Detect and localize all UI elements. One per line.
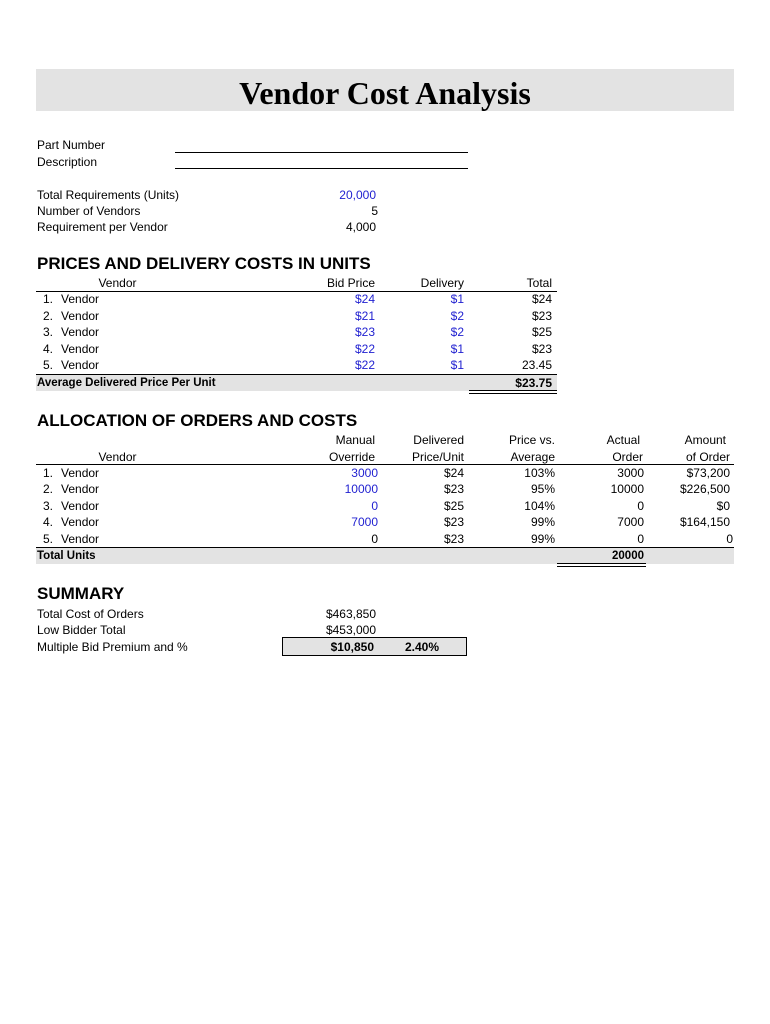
alloc-row-pct: 104% xyxy=(524,499,555,513)
prices-section-heading: PRICES AND DELIVERY COSTS IN UNITS xyxy=(37,254,371,273)
prices-row-delivery[interactable]: $1 xyxy=(450,292,464,306)
alloc-header-average: Average xyxy=(510,450,555,464)
alloc-row-actual: 3000 xyxy=(617,466,644,480)
allocation-section-heading: ALLOCATION OF ORDERS AND COSTS xyxy=(37,411,358,430)
prices-row-bid[interactable]: $23 xyxy=(354,325,375,339)
alloc-row-vendor: Vendor xyxy=(61,482,100,496)
alloc-row-actual: 0 xyxy=(637,499,644,513)
description-label: Description xyxy=(37,155,98,169)
alloc-row-price: $25 xyxy=(443,499,464,513)
alloc-header-vendor: Vendor xyxy=(98,450,137,464)
prices-row-bid[interactable]: $22 xyxy=(354,358,375,372)
alloc-row-pct: 95% xyxy=(530,482,555,496)
total-units-double-rule xyxy=(557,563,646,567)
prices-row-delivery[interactable]: $1 xyxy=(450,342,464,356)
alloc-row-override[interactable]: 10000 xyxy=(344,482,378,496)
alloc-row-vendor: Vendor xyxy=(61,532,100,546)
alloc-row-override[interactable]: 0 xyxy=(371,532,378,546)
prices-row-total: $24 xyxy=(531,292,552,306)
premium-percent: 2.40% xyxy=(405,640,440,654)
prices-row-num: 5. xyxy=(43,358,54,372)
part-number-field[interactable] xyxy=(175,152,468,153)
total-cost-label: Total Cost of Orders xyxy=(37,607,144,621)
alloc-row-pct: 103% xyxy=(524,466,555,480)
alloc-row-num: 2. xyxy=(43,482,54,496)
alloc-row-amount: $164,150 xyxy=(679,515,730,529)
alloc-row-num: 5. xyxy=(43,532,54,546)
alloc-header-price-unit: Price/Unit xyxy=(411,450,464,464)
prices-row-vendor: Vendor xyxy=(61,292,100,306)
total-units-label: Total Units xyxy=(37,550,96,562)
page-title: Vendor Cost Analysis xyxy=(239,75,531,111)
alloc-row-amount: $226,500 xyxy=(679,482,730,496)
prices-row-num: 4. xyxy=(43,342,54,356)
premium-label: Multiple Bid Premium and % xyxy=(37,640,188,654)
alloc-row-vendor: Vendor xyxy=(61,499,100,513)
alloc-row-num: 1. xyxy=(43,466,54,480)
premium-value: $10,850 xyxy=(330,640,374,654)
description-field[interactable] xyxy=(175,168,468,169)
prices-row-num: 3. xyxy=(43,325,54,339)
prices-row-delivery[interactable]: $1 xyxy=(450,358,464,372)
average-price-label: Average Delivered Price Per Unit xyxy=(37,377,216,389)
prices-row-vendor: Vendor xyxy=(61,342,100,356)
alloc-row-vendor: Vendor xyxy=(61,515,100,529)
total-cost-value: $463,850 xyxy=(325,607,376,621)
alloc-row-num: 3. xyxy=(43,499,54,513)
total-requirements-label: Total Requirements (Units) xyxy=(37,188,180,202)
alloc-header-of-order: of Order xyxy=(685,450,730,464)
alloc-row-price: $23 xyxy=(443,532,464,546)
alloc-row-actual: 7000 xyxy=(617,515,644,529)
alloc-row-amount: 0 xyxy=(726,532,733,546)
alloc-row-price: $23 xyxy=(443,482,464,496)
prices-row-delivery[interactable]: $2 xyxy=(450,309,464,323)
alloc-row-actual: 0 xyxy=(637,532,644,546)
number-of-vendors-value: 5 xyxy=(371,204,378,218)
prices-header-total: Total xyxy=(526,276,552,290)
part-number-label: Part Number xyxy=(37,138,106,152)
prices-row-total: 23.45 xyxy=(521,358,552,372)
prices-row-delivery[interactable]: $2 xyxy=(450,325,464,339)
average-price-double-rule xyxy=(469,390,557,394)
total-requirements-value[interactable]: 20,000 xyxy=(339,188,376,202)
requirement-per-vendor-value: 4,000 xyxy=(345,220,376,234)
alloc-header-rule xyxy=(36,464,734,465)
alloc-header-amount: Amount xyxy=(684,433,726,447)
average-price-value: $23.75 xyxy=(515,376,552,390)
alloc-row-price: $24 xyxy=(443,466,464,480)
prices-row-bid[interactable]: $21 xyxy=(354,309,375,323)
alloc-header-override: Override xyxy=(328,450,375,464)
alloc-row-override[interactable]: 0 xyxy=(371,499,378,513)
alloc-row-override[interactable]: 3000 xyxy=(351,466,378,480)
alloc-row-pct: 99% xyxy=(530,532,555,546)
alloc-header-order: Order xyxy=(612,450,643,464)
prices-row-total: $23 xyxy=(531,309,552,323)
prices-row-num: 2. xyxy=(43,309,54,323)
alloc-header-actual: Actual xyxy=(606,433,640,447)
prices-row-num: 1. xyxy=(43,292,54,306)
prices-row-total: $25 xyxy=(531,325,552,339)
alloc-header-manual: Manual xyxy=(335,433,375,447)
low-bidder-label: Low Bidder Total xyxy=(37,623,126,637)
prices-header-bid: Bid Price xyxy=(326,276,375,290)
alloc-row-pct: 99% xyxy=(530,515,555,529)
prices-row-vendor: Vendor xyxy=(61,325,100,339)
alloc-row-amount: $0 xyxy=(716,499,730,513)
prices-header-vendor: Vendor xyxy=(98,276,137,290)
total-units-value: 20000 xyxy=(612,550,644,562)
alloc-header-delivered: Delivered xyxy=(413,433,464,447)
alloc-row-override[interactable]: 7000 xyxy=(351,515,378,529)
alloc-row-price: $23 xyxy=(443,515,464,529)
alloc-row-amount: $73,200 xyxy=(686,466,730,480)
summary-section-heading: SUMMARY xyxy=(37,584,125,603)
prices-row-vendor: Vendor xyxy=(61,358,100,372)
number-of-vendors-label: Number of Vendors xyxy=(37,204,141,218)
requirement-per-vendor-label: Requirement per Vendor xyxy=(37,220,168,234)
alloc-header-price-vs: Price vs. xyxy=(508,433,555,447)
alloc-row-vendor: Vendor xyxy=(61,466,100,480)
prices-row-bid[interactable]: $24 xyxy=(354,292,375,306)
low-bidder-value: $453,000 xyxy=(325,623,376,637)
prices-header-delivery: Delivery xyxy=(420,276,464,290)
prices-row-bid[interactable]: $22 xyxy=(354,342,375,356)
alloc-row-num: 4. xyxy=(43,515,54,529)
prices-row-vendor: Vendor xyxy=(61,309,100,323)
alloc-row-actual: 10000 xyxy=(610,482,644,496)
prices-row-total: $23 xyxy=(531,342,552,356)
